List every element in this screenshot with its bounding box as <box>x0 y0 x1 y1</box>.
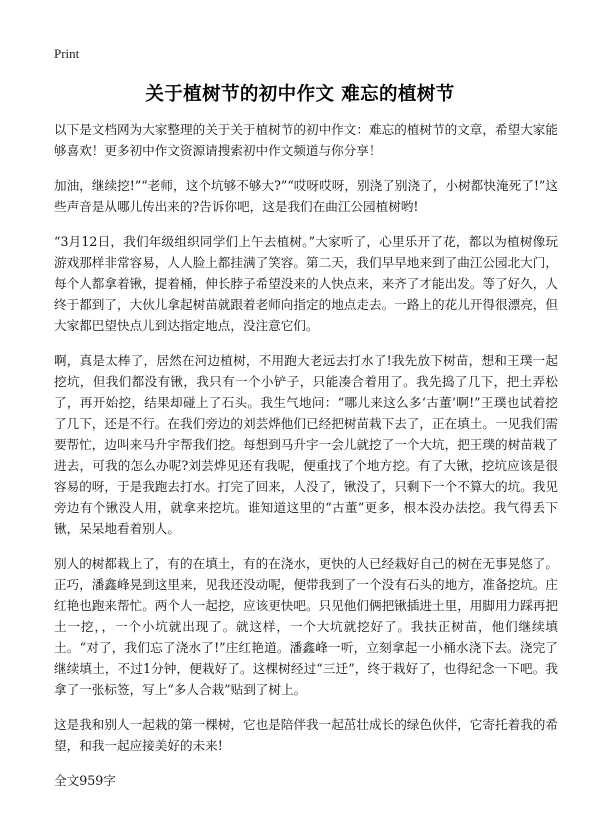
body-paragraph-2: “3月12日，我们年级组织同学们上午去植树。”大家听了，心里乐开了花，都以为植树像玩游戏那样非常容易，人人脸上都挂满了笑容。第二天，我们早早地来到了曲江公园北大门，每个人都拿着锹，提着桶，伸长脖子希望没来的人快点来，来齐了才能出发。等了好久，人终于都到了，大伙儿拿起树苗就跟着老师向指定的地点走去。一路上的花儿开得很漂亮，但大家都巴望快点儿到达指定地点，没注意它们。 <box>54 234 558 333</box>
article-body <box>54 119 558 791</box>
print-link[interactable]: Print <box>54 46 80 61</box>
intro-paragraph: 以下是文档网为大家整理的关于关于植树节的初中作文：难忘的植树节的文章，希望大家能够喜欢！更多初中作文资源请搜索初中作文频道与你分享！ <box>54 122 558 158</box>
body-paragraph-3: 啊，真是太棒了，居然在河边植树，不用跑大老远去打水了!我先放下树苗，想和王璞一起挖坑，但我们都没有锹，我只有一个小铲子，只能凑合着用了。我先捣了几下，把土弄松了，再开始挖，结果却碰上了石头。我生气地问：“哪儿来这么多‘古董’啊!”王璞也试着挖了几下，还是不行。在我们旁边的刘芸烨他们已经把树苗栽下去了，正在填土。一见我们需要帮忙，边叫来马升宇帮我们挖。每想到马升宇一会儿就挖了一个大坑，把王璞的树苗栽了进去，可我的怎么办呢?刘芸烨见还有我呢，便重找了个地方挖。有了大锹，挖坑应该是很容易的呀，于是我跑去打水。打完了回来，人没了，锹没了，只剩下一个不算大的坑。我见旁边有个锹没人用，就拿来挖坑。谁知道这里的“古董”更多，根本没办法挖。我气得丢下锹，呆呆地看着别人。 <box>54 353 558 536</box>
body-paragraph-4: 别人的树都栽上了，有的在填土，有的在浇水，更快的人已经栽好自己的树在无事晃悠了。正巧，潘鑫峰晃到这里来，见我还没动呢，便带我到了一个没有石头的地方，准备挖坑。庄红艳也跑来帮忙。两个人一起挖，应该更快吧。只见他们俩把锹插进土里，用脚用力踩再把土一挖，，一个小坑就出现了。就这样，一个大坑就挖好了。我扶正树苗，他们继续填土。“对了，我们忘了浇水了!”庄红艳道。潘鑫峰一听，立刻拿起一小桶水浇下去。浇完了继续填土，不过1分钟，便栽好了。这棵树经过“三迁”，终于栽好了，也得纪念一下吧。我拿了一张标签，写上“多人合栽”贴到了树上。 <box>54 556 558 697</box>
article-title: 关于植树节的初中作文 难忘的植树节 <box>145 84 455 105</box>
body-paragraph-1: 加油，继续挖!”“老师，这个坑够不够大?”“哎呀哎呀，别浇了别浇了，小树都快淹死了!”这些声音是从哪儿传出来的?告诉你吧，这是我们在曲江公园植树哟! <box>54 178 558 214</box>
word-count: 全文959字 <box>54 773 116 788</box>
closing-paragraph: 这是我和别人一起栽的第一棵树，它也是陪伴我一起茁壮成长的绿色伙伴，它寄托着我的希望，和我一起应接美好的未来! <box>54 717 558 753</box>
